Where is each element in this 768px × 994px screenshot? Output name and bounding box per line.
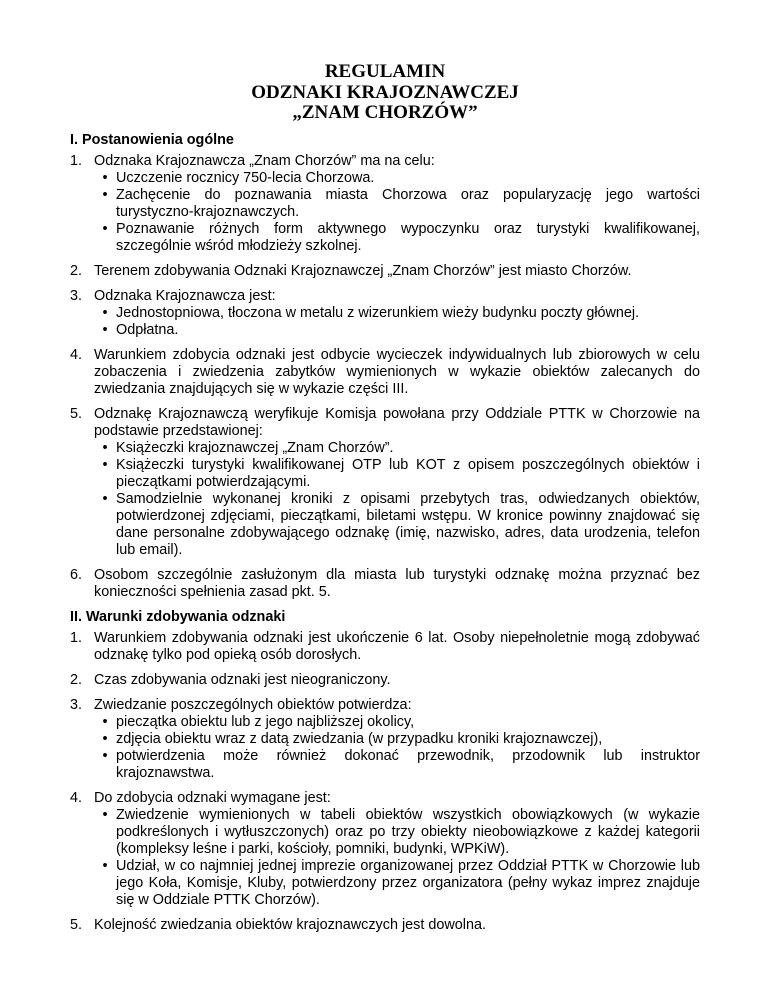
bullet-item: [94, 748, 700, 782]
list-item: [70, 347, 700, 398]
item-text: Warunkiem zdobycia odznaki jest odbycie wycieczek indywidualnych lub zbiorowych w celu zobaczenia i zwiedzenia zabytków wymienionych w wykazie obiektów zalecanych do zwiedzania znajdujących się w wykazie części III.: [94, 346, 700, 397]
list-item: [70, 263, 700, 280]
bullet-icon: •: [102, 304, 108, 321]
item-text: Odznaka Krajoznawcza jest:: [94, 287, 276, 304]
item-number: 3.: [70, 287, 83, 304]
section-2-list: [70, 630, 700, 934]
item-text: Zwiedzanie poszczególnych obiektów potwierdza:: [94, 696, 412, 713]
title-line-2: ODZNAKI KRAJOZNAWCZEJ: [251, 81, 519, 103]
bullet-text: Odpłatna.: [116, 321, 179, 338]
item-number: 1.: [70, 152, 83, 169]
title-line-1: REGULAMIN: [324, 61, 446, 82]
list-item: [70, 153, 700, 255]
bullet-text: Książeczki turystyki kwalifikowanej OTP lub KOT z opisem poszczególnych obiektów i pieczątkami potwierdzającymi.: [116, 456, 700, 490]
bullet-text: pieczątka obiektu lub z jego najbliższej okolicy,: [116, 713, 415, 730]
bullet-text: Uczczenie rocznicy 750-lecia Chorzowa.: [116, 169, 375, 186]
list-item: [70, 288, 700, 339]
list-item: [70, 630, 700, 664]
item-number: 4.: [70, 789, 83, 806]
bullet-list: [94, 807, 700, 909]
section-2-heading: II. Warunki zdobywania odznaki: [70, 608, 286, 625]
bullet-text: Zwiedzenie wymienionych w tabeli obiektów wszystkich obowiązkowych (w wykazie podkreślonych i wytłuszczonych) oraz po trzy obiekty nieobowiązkowe z każdej kategorii (kompleksy leśne i parki, kościoły, pomniki, budynki, WPKiW).: [116, 806, 700, 857]
bullet-item: [94, 731, 700, 748]
bullet-icon: •: [102, 747, 108, 764]
bullet-text: Książeczki krajoznawczej „Znam Chorzów”.: [116, 439, 394, 456]
bullet-item: [94, 322, 700, 339]
bullet-icon: •: [102, 730, 108, 747]
item-text: Osobom szczególnie zasłużonym dla miasta lub turystyki odznakę można przyznać bez konieczności spełnienia zasad pkt. 5.: [94, 566, 700, 600]
bullet-text: Jednostopniowa, tłoczona w metalu z wizerunkiem wieży budynku poczty głównej.: [116, 304, 640, 321]
bullet-item: [94, 440, 700, 457]
document-title: [70, 62, 700, 124]
item-text: Warunkiem zdobywania odznaki jest ukończenie 6 lat. Osoby niepełnoletnie mogą zdobywać odznakę tylko pod opieką osób dorosłych.: [94, 629, 700, 663]
bullet-icon: •: [102, 321, 108, 338]
bullet-text: Samodzielnie wykonanej kroniki z opisami przebytych tras, odwiedzanych obiektów, potwierdzonej zdjęciami, pieczątkami, biletami wstępu. W kronice powinny znajdować się dane personalne zdobywającego odznakę (imię, nazwisko, adres, data urodzenia, telefon lub email).: [116, 490, 700, 558]
item-text: Odznaka Krajoznawcza „Znam Chorzów” ma na celu:: [94, 152, 435, 169]
bullet-item: [94, 858, 700, 909]
bullet-list: [94, 305, 700, 339]
bullet-item: [94, 170, 700, 187]
bullet-text: potwierdzenia może również dokonać przewodnik, przodownik lub instruktor krajoznawstwa.: [116, 747, 700, 781]
item-number: 2.: [70, 262, 83, 279]
bullet-list: [94, 714, 700, 782]
item-number: 5.: [70, 405, 83, 422]
list-item: [70, 672, 700, 689]
section-1-heading: I. Postanowienia ogólne: [70, 131, 234, 148]
bullet-icon: •: [102, 490, 108, 507]
bullet-item: [94, 457, 700, 491]
bullet-text: Zachęcenie do poznawania miasta Chorzowa oraz popularyzację jego wartości turystyczno-krajoznawczych.: [116, 186, 700, 220]
list-item: [70, 790, 700, 909]
bullet-item: [94, 221, 700, 255]
item-text: Odznakę Krajoznawczą weryfikuje Komisja powołana przy Oddziale PTTK w Chorzowie na podstawie przedstawionej:: [94, 405, 700, 439]
document-page: [70, 62, 700, 942]
bullet-icon: •: [102, 857, 108, 874]
item-text: Czas zdobywania odznaki jest nieograniczony.: [94, 671, 391, 688]
item-number: 2.: [70, 671, 83, 688]
bullet-icon: •: [102, 806, 108, 823]
bullet-text: zdjęcia obiektu wraz z datą zwiedzania (w przypadku kroniki krajoznawczej),: [116, 730, 603, 747]
item-number: 3.: [70, 696, 83, 713]
item-text: Terenem zdobywania Odznaki Krajoznawczej „Znam Chorzów” jest miasto Chorzów.: [94, 262, 632, 279]
bullet-item: [94, 305, 700, 322]
bullet-item: [94, 807, 700, 858]
bullet-item: [94, 187, 700, 221]
bullet-item: [94, 491, 700, 559]
item-number: 4.: [70, 346, 83, 363]
bullet-icon: •: [102, 220, 108, 237]
bullet-icon: •: [102, 169, 108, 186]
bullet-item: [94, 714, 700, 731]
bullet-text: Poznawanie różnych form aktywnego wypoczynku oraz turystyki kwalifikowanej, szczególnie wśród młodzieży szkolnej.: [116, 220, 700, 254]
section-1-list: [70, 153, 700, 601]
item-number: 5.: [70, 916, 83, 933]
list-item: [70, 917, 700, 934]
list-item: [70, 697, 700, 782]
bullet-icon: •: [102, 439, 108, 456]
bullet-icon: •: [102, 713, 108, 730]
bullet-text: Udział, w co najmniej jednej imprezie organizowanej przez Oddział PTTK w Chorzowie lub jego Koła, Komisje, Kluby, potwierdzony przez organizatora (pełny wykaz imprez znajduje się w Oddziale PTTK Chorzów).: [116, 857, 700, 908]
bullet-icon: •: [102, 186, 108, 203]
title-line-3: „ZNAM CHORZÓW”: [292, 102, 478, 123]
list-item: [70, 567, 700, 601]
item-text: Do zdobycia odznaki wymagane jest:: [94, 789, 331, 806]
bullet-list: [94, 170, 700, 255]
bullet-icon: •: [102, 456, 108, 473]
item-number: 6.: [70, 566, 83, 583]
list-item: [70, 406, 700, 559]
item-number: 1.: [70, 629, 83, 646]
item-text: Kolejność zwiedzania obiektów krajoznawczych jest dowolna.: [94, 916, 486, 933]
bullet-list: [94, 440, 700, 559]
